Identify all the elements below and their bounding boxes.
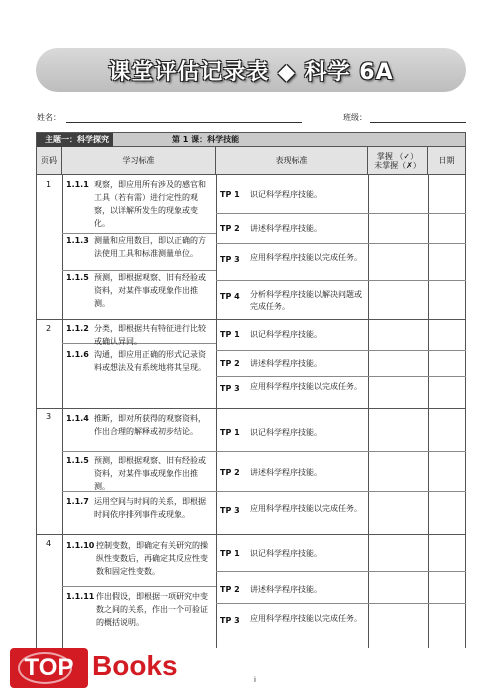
tp-text: 识记科学程序技能。 bbox=[250, 549, 322, 558]
tp-label: TP 2 bbox=[220, 585, 240, 594]
standard-text: 沟通，即应用正确的形式记录资料或想法及有系统地将其呈现。 bbox=[94, 350, 206, 372]
standard-code: 1.1.7 bbox=[66, 497, 89, 506]
standard-code: 1.1.1 bbox=[66, 180, 89, 189]
grid-line bbox=[465, 175, 466, 648]
tp-text: 讲述科学程序技能。 bbox=[250, 468, 322, 477]
tp-text: 应用科学程序技能以完成任务。 bbox=[250, 614, 362, 623]
topic-bar bbox=[36, 132, 466, 147]
page-number-cell: 4 bbox=[46, 539, 52, 548]
row-divider bbox=[216, 213, 466, 214]
tp-label: TP 4 bbox=[220, 292, 240, 301]
tp-label: TP 3 bbox=[220, 616, 240, 625]
row-divider bbox=[62, 586, 216, 587]
tp-label: TP 3 bbox=[220, 506, 240, 515]
class-line bbox=[370, 122, 466, 123]
page-footer-number: i bbox=[254, 676, 256, 684]
tp-label: TP 2 bbox=[220, 224, 240, 233]
standard-text: 运用空间与时间的关系，即根据时间依序排列事件或现象。 bbox=[94, 497, 206, 519]
tp-text: 讲述科学程序技能。 bbox=[250, 585, 322, 594]
grid-line bbox=[62, 175, 63, 648]
standard-code: 1.1.4 bbox=[66, 414, 89, 423]
standard-code: 1.1.11 bbox=[66, 592, 95, 601]
standard-text: 测量和应用数目，即以正确的方法使用工具和标准测量单位。 bbox=[94, 236, 206, 258]
tp-text: 应用科学程序技能以完成任务。 bbox=[250, 253, 362, 262]
standard-code: 1.1.3 bbox=[66, 236, 89, 245]
row-divider bbox=[62, 451, 216, 452]
name-label: 姓名： bbox=[37, 113, 61, 122]
name-line bbox=[66, 122, 302, 123]
standard-code: 1.1.2 bbox=[66, 324, 89, 333]
standard-text: 作出假设，即根据一项研究中变数之间的关系，作出一个可验证的概括说明。 bbox=[96, 592, 208, 627]
standard-text: 分类，即根据共有特征进行比较或确认异同。 bbox=[94, 324, 206, 346]
grid-line bbox=[428, 175, 429, 648]
tp-label: TP 1 bbox=[220, 549, 240, 558]
standard-code: 1.1.6 bbox=[66, 350, 89, 359]
logo-books-text: Books bbox=[92, 650, 178, 681]
topbooks-logo bbox=[10, 648, 190, 688]
header-performance: 表现标准 bbox=[216, 147, 368, 175]
tp-label: TP 1 bbox=[220, 190, 240, 199]
row-divider bbox=[216, 603, 466, 604]
row-divider bbox=[216, 280, 466, 281]
tp-text: 识记科学程序技能。 bbox=[250, 330, 322, 339]
standard-code: 1.1.5 bbox=[66, 273, 89, 282]
page-number-cell: 1 bbox=[46, 180, 52, 189]
standard-text: 预测，即根据观察、旧有经验或资料，对某件事或现象作出推测。 bbox=[94, 273, 206, 308]
standard-text: 推断，即对所获得的观察资料，作出合理的解释或初步结论。 bbox=[94, 414, 206, 436]
row-divider bbox=[216, 451, 466, 452]
tp-text: 应用科学程序技能以完成任务。 bbox=[250, 504, 362, 513]
row-divider bbox=[216, 571, 466, 572]
standard-text: 观察，即应用所有涉及的感官和工具（若有需）进行定性的观察，以详解所发生的现象或变化。 bbox=[94, 180, 206, 228]
row-divider bbox=[216, 243, 466, 244]
page-number-cell: 3 bbox=[46, 412, 52, 421]
tp-label: TP 2 bbox=[220, 468, 240, 477]
grid-line bbox=[36, 175, 37, 648]
header-page: 页码 bbox=[36, 147, 62, 175]
tp-text: 分析科学程序技能以解决问题或完成任务。 bbox=[250, 290, 362, 311]
topic-label: 主题一：科学探究 bbox=[37, 133, 113, 147]
header-date: 日期 bbox=[428, 147, 466, 175]
grid-line bbox=[368, 175, 369, 648]
title-banner bbox=[36, 48, 466, 92]
tp-label: TP 3 bbox=[220, 384, 240, 393]
tp-label: TP 2 bbox=[220, 359, 240, 368]
row-divider bbox=[216, 350, 466, 351]
header-standard: 学习标准 bbox=[62, 147, 216, 175]
logo-top-badge bbox=[10, 648, 88, 688]
class-label: 班级： bbox=[343, 113, 367, 122]
page-title: 课堂评估记录表 ◆ 科学 6A bbox=[108, 60, 394, 85]
tp-label: TP 1 bbox=[220, 428, 240, 437]
grid-line bbox=[216, 175, 217, 648]
tp-text: 识记科学程序技能。 bbox=[250, 428, 322, 437]
logo-top-text: TOP bbox=[24, 654, 74, 681]
tp-text: 讲述科学程序技能。 bbox=[250, 224, 322, 233]
row-divider bbox=[216, 491, 466, 492]
section-divider bbox=[36, 534, 466, 535]
standard-text: 控制变数，即确定有关研究的操纵性变数后，再确定其反应性变数和固定性变数。 bbox=[96, 541, 208, 576]
page-number-cell: 2 bbox=[46, 324, 52, 333]
tp-text: 应用科学程序技能以完成任务。 bbox=[250, 382, 362, 391]
tp-label: TP 3 bbox=[220, 255, 240, 264]
standard-code: 1.1.10 bbox=[66, 541, 95, 550]
section-divider bbox=[36, 408, 466, 409]
lesson-label: 第 1 课：科学技能 bbox=[172, 135, 240, 144]
header-mastery: 掌握 （✓） 未掌握（✗） bbox=[368, 147, 428, 175]
row-divider bbox=[216, 376, 466, 377]
tp-text: 讲述科学程序技能。 bbox=[250, 359, 322, 368]
tp-label: TP 1 bbox=[220, 330, 240, 339]
section-divider bbox=[36, 319, 466, 320]
tp-text: 识记科学程序技能。 bbox=[250, 190, 322, 199]
standard-code: 1.1.5 bbox=[66, 456, 89, 465]
standard-text: 预测，即根据观察、旧有经验或资料，对某件事或现象作出推测。 bbox=[94, 456, 206, 491]
